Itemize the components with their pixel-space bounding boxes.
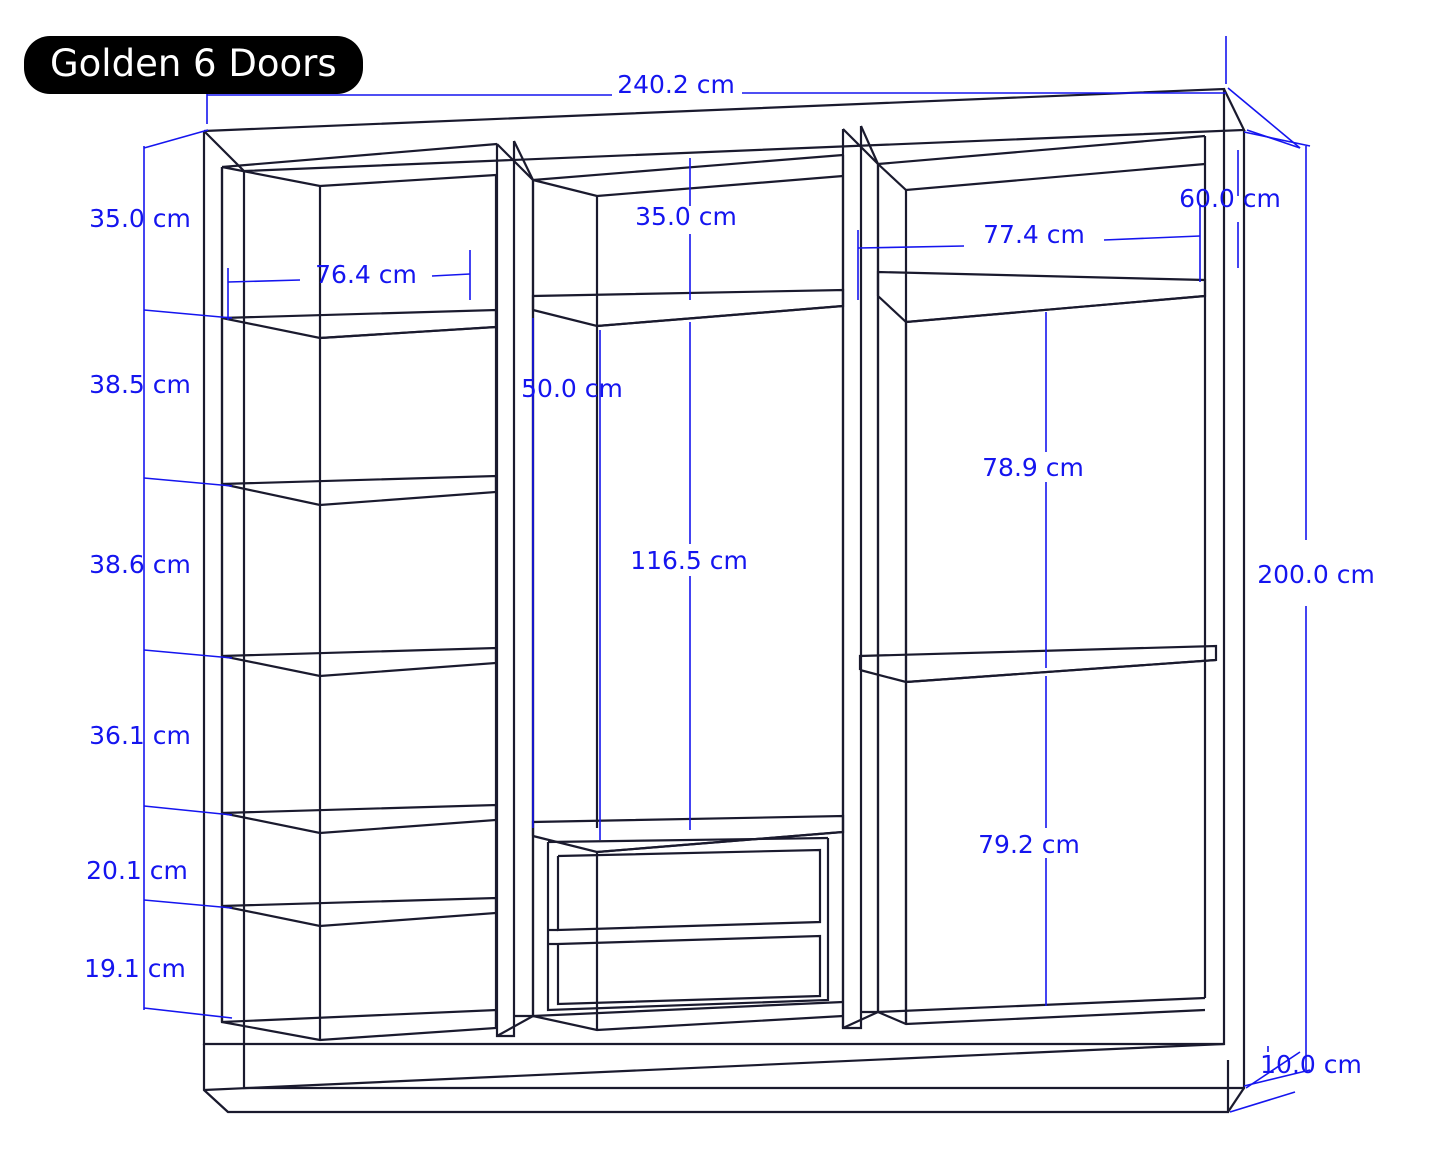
dimension-overall-width: 240.2 cm: [617, 70, 735, 99]
dimension-left-width: 76.4 cm: [315, 260, 417, 289]
middle-column-interior: [533, 155, 843, 1030]
right-column-interior: [860, 136, 1216, 1024]
dimension-depth: 60.0 cm: [1179, 184, 1281, 213]
dimension-right-lower: 79.2 cm: [978, 830, 1080, 859]
dimension-middle-gap-1: 35.0 cm: [635, 202, 737, 231]
cabinet-outline: [204, 89, 1244, 1112]
dimension-left-gap-3: 38.6 cm: [89, 550, 191, 579]
dimension-plinth: 10.0 cm: [1260, 1050, 1362, 1079]
dimension-right-width: 77.4 cm: [983, 220, 1085, 249]
dimension-right-upper-hanging: 78.9 cm: [982, 453, 1084, 482]
dimension-left-gap-1: 35.0 cm: [89, 204, 191, 233]
page-title: Golden 6 Doors: [24, 36, 363, 94]
dimension-left-gap-4: 36.1 cm: [89, 721, 191, 750]
dimension-left-gap-2: 38.5 cm: [89, 370, 191, 399]
dimension-left-gap-5: 20.1 cm: [86, 856, 188, 885]
dimension-middle-hanging: 116.5 cm: [630, 546, 748, 575]
dimension-left-gap-6: 19.1 cm: [84, 954, 186, 983]
dimension-overall-height: 200.0 cm: [1257, 560, 1375, 589]
dimension-middle-inner-width: 50.0 cm: [521, 374, 623, 403]
